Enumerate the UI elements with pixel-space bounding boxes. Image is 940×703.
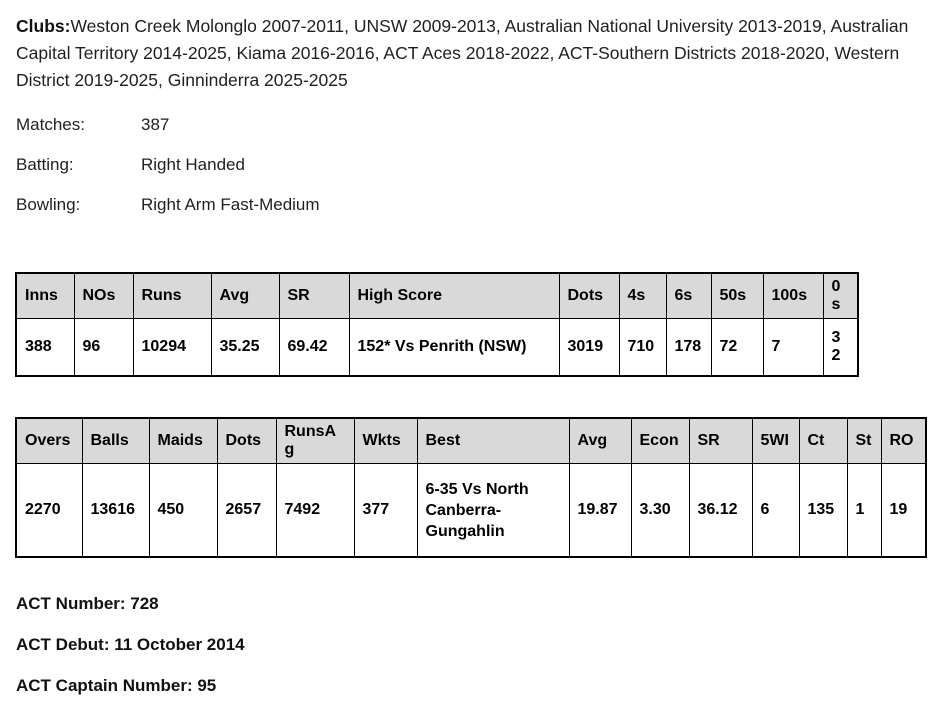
inns-value: 388: [16, 319, 74, 377]
act-debut-line: ACT Debut: 11 October 2014: [16, 635, 245, 654]
4s-value: 710: [619, 319, 666, 377]
batting-label: Batting:: [16, 155, 74, 174]
matches-row: [16, 115, 924, 135]
act-captain-number-line: ACT Captain Number: 95: [16, 676, 217, 695]
column-header-wkts: Wkts: [354, 418, 417, 464]
matches-value: 387: [141, 115, 170, 134]
act-career-summary: [16, 594, 924, 696]
column-header-runs: Runs: [133, 273, 211, 319]
column-header-ct: Ct: [799, 418, 847, 464]
column-header-4s: 4s: [619, 273, 666, 319]
dots-value: 2657: [217, 464, 276, 558]
column-header-inns: Inns: [16, 273, 74, 319]
50s-value: 72: [711, 319, 763, 377]
0s-value: 32: [823, 319, 858, 377]
bowling-data-row: [16, 464, 926, 558]
avg-value: 19.87: [569, 464, 631, 558]
ct-value: 135: [799, 464, 847, 558]
column-header-maids: Maids: [149, 418, 217, 464]
batting-value: Right Handed: [141, 155, 245, 174]
column-header-sr: SR: [689, 418, 752, 464]
wkts-value: 377: [354, 464, 417, 558]
batting-stats-table: [15, 272, 859, 377]
runs-value: 10294: [133, 319, 211, 377]
act-number-line: ACT Number: 728: [16, 594, 159, 613]
clubs-list: Weston Creek Molonglo 2007-2011, UNSW 2009-2013, Australian National University 2013-2019, Australian Capital Territory 2014-2025, Kiama 2016-2016, ACT Aces 2018-2022, ACT-Southern Districts 2018-2020, Western District 2019-2025, Ginninderra 2025-2025: [16, 16, 909, 90]
sr-value: 69.42: [279, 319, 349, 377]
column-header-avg: Avg: [569, 418, 631, 464]
100s-value: 7: [763, 319, 823, 377]
column-header-sr: SR: [279, 273, 349, 319]
6s-value: 178: [666, 319, 711, 377]
column-header-runsag: RunsAg: [276, 418, 354, 464]
nos-value: 96: [74, 319, 133, 377]
maids-value: 450: [149, 464, 217, 558]
column-header-best: Best: [417, 418, 569, 464]
overs-value: 2270: [16, 464, 82, 558]
column-header-50s: 50s: [711, 273, 763, 319]
clubs-label: Clubs:: [16, 16, 71, 36]
sr-value: 36.12: [689, 464, 752, 558]
runsag-value: 7492: [276, 464, 354, 558]
batting-row: [16, 155, 924, 175]
best-value: 6-35 Vs North Canberra-Gungahlin: [417, 464, 569, 558]
econ-value: 3.30: [631, 464, 689, 558]
column-header-st: St: [847, 418, 881, 464]
balls-value: 13616: [82, 464, 149, 558]
player-info: [16, 115, 924, 215]
5wi-value: 6: [752, 464, 799, 558]
st-value: 1: [847, 464, 881, 558]
column-header-dots: Dots: [559, 273, 619, 319]
bowling-row: [16, 195, 924, 215]
column-header-econ: Econ: [631, 418, 689, 464]
column-header-100s: 100s: [763, 273, 823, 319]
ro-value: 19: [881, 464, 926, 558]
avg-value: 35.25: [211, 319, 279, 377]
column-header-nos: NOs: [74, 273, 133, 319]
high-score-value: 152* Vs Penrith (NSW): [349, 319, 559, 377]
column-header-high-score: High Score: [349, 273, 559, 319]
clubs-paragraph: [16, 13, 924, 94]
column-header-5wi: 5WI: [752, 418, 799, 464]
batting-header-row: [16, 273, 858, 319]
matches-label: Matches:: [16, 115, 85, 134]
bowling-header-row: [16, 418, 926, 464]
batting-data-row: [16, 319, 858, 377]
bowling-value: Right Arm Fast-Medium: [141, 195, 320, 214]
bowling-label: Bowling:: [16, 195, 81, 214]
column-header-0s: 0s: [823, 273, 858, 319]
column-header-dots: Dots: [217, 418, 276, 464]
column-header-balls: Balls: [82, 418, 149, 464]
column-header-overs: Overs: [16, 418, 82, 464]
column-header-avg: Avg: [211, 273, 279, 319]
column-header-6s: 6s: [666, 273, 711, 319]
column-header-ro: RO: [881, 418, 926, 464]
dots-value: 3019: [559, 319, 619, 377]
bowling-stats-table: [15, 417, 927, 558]
